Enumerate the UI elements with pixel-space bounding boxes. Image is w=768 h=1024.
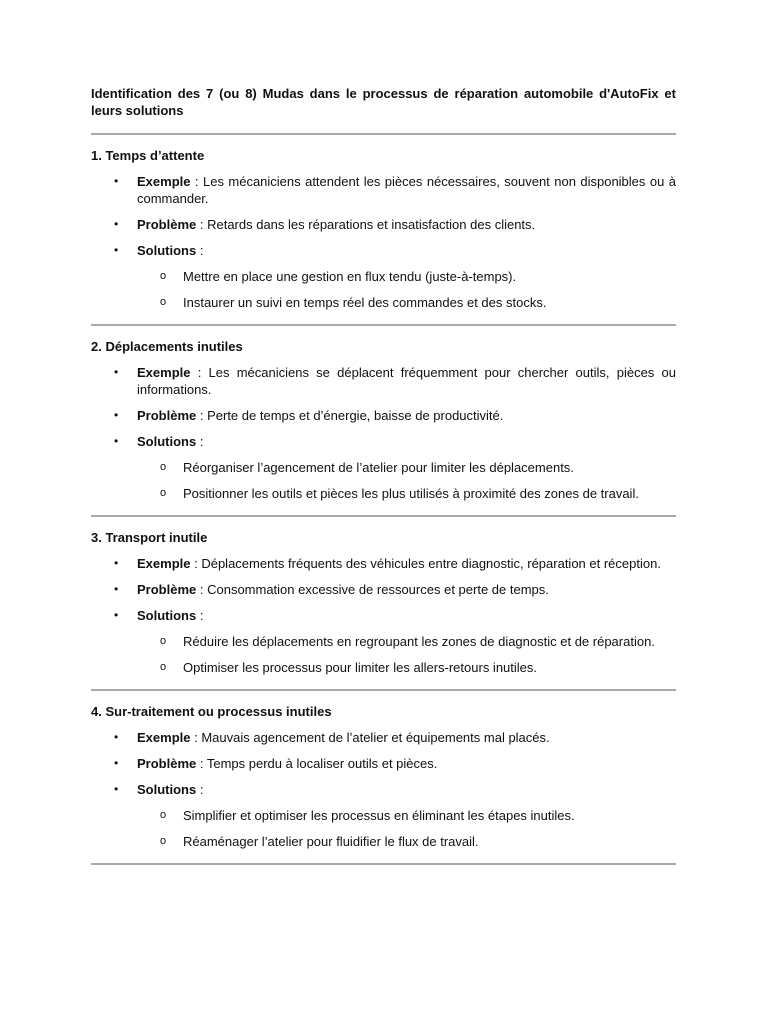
exemple-label: Exemple bbox=[137, 730, 191, 745]
solutions-item bbox=[91, 607, 676, 676]
bullet-icon: • bbox=[114, 434, 119, 448]
solution-item bbox=[137, 294, 676, 311]
label-separator: : bbox=[196, 608, 204, 623]
section-title: 4. Sur-traitement ou processus inutiles bbox=[91, 704, 332, 719]
section-title: 2. Déplacements inutiles bbox=[91, 339, 243, 354]
exemple-text: Les mécaniciens se déplacent fréquemment pour chercher outils, pièces ou informations. bbox=[137, 365, 676, 397]
bullet-icon: • bbox=[114, 408, 119, 422]
label-separator: : bbox=[190, 556, 202, 571]
exemple-item bbox=[91, 173, 676, 207]
solutions-item bbox=[91, 781, 676, 850]
circle-bullet-icon: o bbox=[160, 270, 167, 282]
solutions-list bbox=[137, 459, 676, 502]
circle-bullet-icon: o bbox=[160, 635, 167, 647]
solution-item bbox=[137, 659, 676, 676]
exemple-text: Déplacements fréquents des véhicules entre diagnostic, réparation et réception. bbox=[201, 556, 661, 571]
section-transport-inutile bbox=[91, 517, 676, 689]
solution-text: Optimiser les processus pour limiter les allers-retours inutiles. bbox=[183, 660, 538, 675]
probleme-text: Perte de temps et d’énergie, baisse de productivité. bbox=[207, 408, 504, 423]
section-sur-traitement bbox=[91, 691, 676, 863]
solution-text: Positionner les outils et pièces les plus utilisés à proximité des zones de travail. bbox=[183, 486, 639, 501]
probleme-item bbox=[91, 216, 676, 233]
bullet-icon: • bbox=[114, 608, 119, 622]
bullet-icon: • bbox=[114, 217, 119, 231]
section-deplacements-inutiles bbox=[91, 326, 676, 515]
circle-bullet-icon: o bbox=[160, 461, 167, 473]
circle-bullet-icon: o bbox=[160, 661, 167, 673]
solutions-label: Solutions bbox=[137, 243, 197, 258]
document-title: Identification des 7 (ou 8) Mudas dans le processus de réparation automobile d'AutoFix et leurs solutions bbox=[91, 86, 676, 118]
label-separator: : bbox=[196, 756, 207, 771]
exemple-item bbox=[91, 555, 676, 572]
solution-item bbox=[137, 833, 676, 850]
exemple-item bbox=[91, 364, 676, 398]
probleme-text: Temps perdu à localiser outils et pièces. bbox=[206, 756, 438, 771]
probleme-label: Problème bbox=[137, 756, 197, 771]
label-separator: : bbox=[190, 365, 209, 380]
section-divider bbox=[91, 863, 676, 865]
section-items bbox=[91, 555, 676, 676]
section-items bbox=[91, 729, 676, 850]
circle-bullet-icon: o bbox=[160, 835, 167, 847]
bullet-icon: • bbox=[114, 365, 119, 379]
bullet-icon: • bbox=[114, 756, 119, 770]
document-page bbox=[91, 85, 676, 865]
circle-bullet-icon: o bbox=[160, 296, 167, 308]
section-title: 3. Transport inutile bbox=[91, 530, 208, 545]
bullet-icon: • bbox=[114, 243, 119, 257]
solutions-label: Solutions bbox=[137, 434, 197, 449]
solution-text: Réduire les déplacements en regroupant les zones de diagnostic et de réparation. bbox=[183, 634, 655, 649]
solution-item bbox=[137, 485, 676, 502]
solutions-item bbox=[91, 242, 676, 311]
solutions-list bbox=[137, 268, 676, 311]
solution-item bbox=[137, 807, 676, 824]
solution-item bbox=[137, 268, 676, 285]
bullet-icon: • bbox=[114, 730, 119, 744]
section-title: 1. Temps d’attente bbox=[91, 148, 205, 163]
solutions-list bbox=[137, 807, 676, 850]
probleme-item bbox=[91, 755, 676, 772]
exemple-label: Exemple bbox=[137, 174, 191, 189]
probleme-item bbox=[91, 407, 676, 424]
label-separator: : bbox=[196, 408, 208, 423]
solution-item bbox=[137, 459, 676, 476]
probleme-text: Consommation excessive de ressources et perte de temps. bbox=[207, 582, 549, 597]
probleme-label: Problème bbox=[137, 217, 197, 232]
exemple-text: Mauvais agencement de l’atelier et équipements mal placés. bbox=[201, 730, 550, 745]
solutions-list bbox=[137, 633, 676, 676]
label-separator: : bbox=[196, 217, 208, 232]
bullet-icon: • bbox=[114, 556, 119, 570]
probleme-label: Problème bbox=[137, 408, 197, 423]
label-separator: : bbox=[196, 582, 208, 597]
section-items bbox=[91, 173, 676, 311]
solution-text: Réorganiser l’agencement de l’atelier pour limiter les déplacements. bbox=[183, 460, 574, 475]
solution-text: Mettre en place une gestion en flux tendu (juste-à-temps). bbox=[183, 269, 517, 284]
label-separator: : bbox=[196, 434, 204, 449]
exemple-label: Exemple bbox=[137, 365, 191, 380]
label-separator: : bbox=[190, 174, 203, 189]
bullet-icon: • bbox=[114, 582, 119, 596]
probleme-item bbox=[91, 581, 676, 598]
probleme-label: Problème bbox=[137, 582, 197, 597]
solution-text: Réaménager l’atelier pour fluidifier le flux de travail. bbox=[183, 834, 479, 849]
probleme-text: Retards dans les réparations et insatisfaction des clients. bbox=[207, 217, 536, 232]
label-separator: : bbox=[190, 730, 202, 745]
bullet-icon: • bbox=[114, 174, 119, 188]
solution-text: Instaurer un suivi en temps réel des commandes et des stocks. bbox=[183, 295, 547, 310]
solutions-item bbox=[91, 433, 676, 502]
section-items bbox=[91, 364, 676, 502]
circle-bullet-icon: o bbox=[160, 487, 167, 499]
label-separator: : bbox=[196, 782, 204, 797]
exemple-text: Les mécaniciens attendent les pièces nécessaires, souvent non disponibles ou à commander. bbox=[137, 174, 676, 206]
circle-bullet-icon: o bbox=[160, 809, 167, 821]
bullet-icon: • bbox=[114, 782, 119, 796]
solutions-label: Solutions bbox=[137, 608, 197, 623]
solutions-label: Solutions bbox=[137, 782, 197, 797]
solution-item bbox=[137, 633, 676, 650]
exemple-label: Exemple bbox=[137, 556, 191, 571]
solution-text: Simplifier et optimiser les processus en éliminant les étapes inutiles. bbox=[183, 808, 575, 823]
label-separator: : bbox=[196, 243, 204, 258]
exemple-item bbox=[91, 729, 676, 746]
section-temps-attente bbox=[91, 135, 676, 324]
